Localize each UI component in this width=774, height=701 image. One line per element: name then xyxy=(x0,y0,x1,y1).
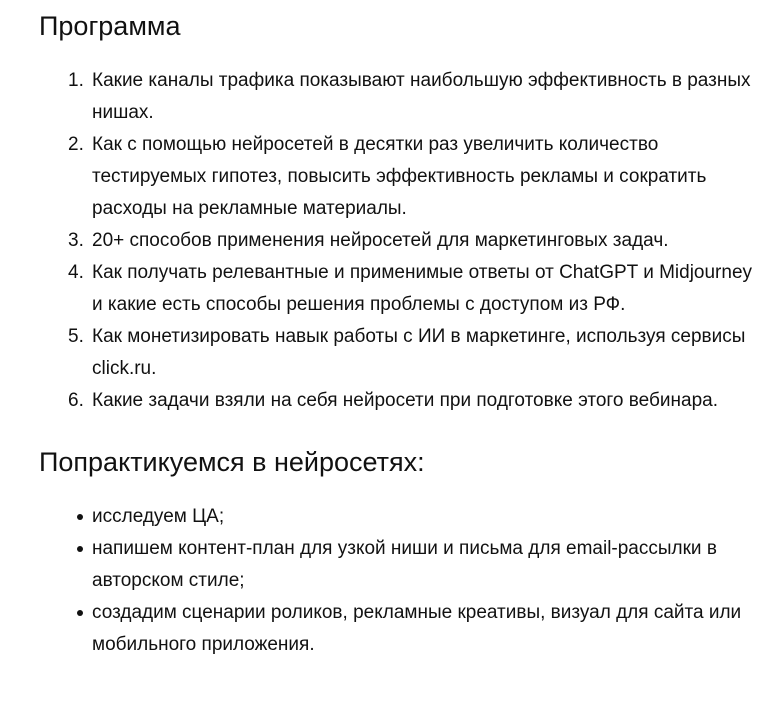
program-item xyxy=(0,257,774,321)
program-item-number: 6. xyxy=(68,390,84,411)
practice-item-text: создадим сценарии роликов, рекламные креативы, визуал для сайта или мобильного приложения. xyxy=(92,602,742,655)
bullet-icon xyxy=(77,610,83,616)
program-item-number: 1. xyxy=(68,70,84,91)
program-item xyxy=(0,385,774,417)
program-heading: Программа xyxy=(39,11,181,41)
program-item-text: Какие каналы трафика показывают наибольшую эффективность в разных нишах. xyxy=(92,70,751,123)
program-item xyxy=(0,225,774,257)
program-item-text: 20+ способов применения нейросетей для маркетинговых задач. xyxy=(92,230,669,251)
program-item-text: Как получать релевантные и применимые ответы от ChatGPT и Midjourney и какие есть способы решения проблемы с доступом из РФ. xyxy=(92,262,753,315)
program-item-text: Как с помощью нейросетей в десятки раз увеличить количество тестируемых гипотез, повысить эффективность рекламы и сократить расходы на рекламные материалы. xyxy=(92,134,707,219)
program-list xyxy=(0,65,774,417)
program-item-number: 4. xyxy=(68,262,84,283)
bullet-icon xyxy=(77,514,83,520)
practice-item xyxy=(0,597,774,661)
practice-heading: Попрактикуемся в нейросетях: xyxy=(39,447,425,477)
practice-item xyxy=(0,501,774,533)
program-item-number: 5. xyxy=(68,326,84,347)
program-item xyxy=(0,321,774,385)
program-item-number: 3. xyxy=(68,230,84,251)
program-item-text: Как монетизировать навык работы с ИИ в маркетинге, используя сервисы click.ru. xyxy=(92,326,746,379)
practice-list xyxy=(0,501,774,661)
program-item-text: Какие задачи взяли на себя нейросети при подготовке этого вебинара. xyxy=(92,390,718,411)
practice-item-text: исследуем ЦА; xyxy=(92,506,225,527)
program-item xyxy=(0,65,774,129)
program-item-number: 2. xyxy=(68,134,84,155)
program-item xyxy=(0,129,774,225)
practice-item-text: напишем контент-план для узкой ниши и письма для email-рассылки в авторском стиле; xyxy=(92,538,717,591)
practice-item xyxy=(0,533,774,597)
bullet-icon xyxy=(77,546,83,552)
